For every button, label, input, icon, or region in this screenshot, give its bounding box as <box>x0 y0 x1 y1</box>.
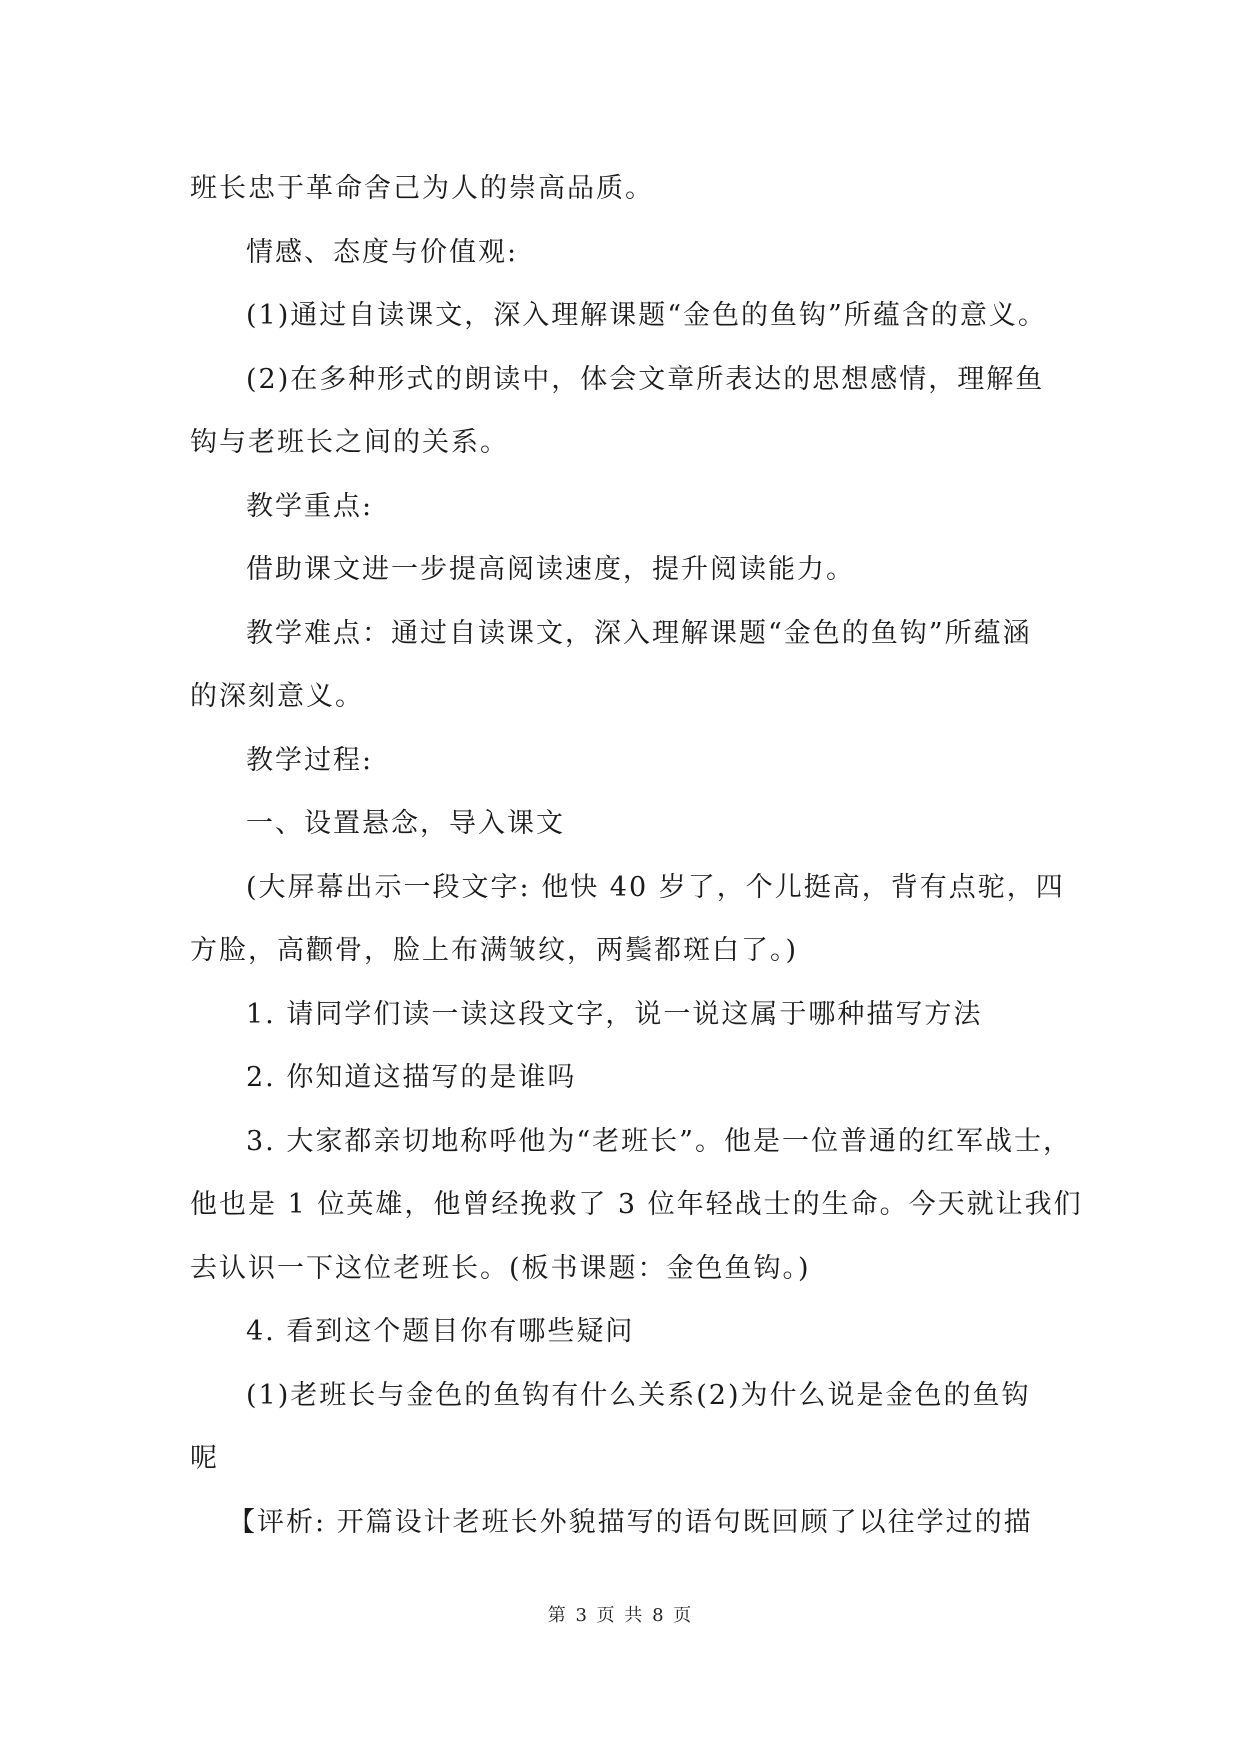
text-line: 钩与老班长之间的关系。 <box>190 427 509 458</box>
text-line: 2. 你知道这描写的是谁吗 <box>246 1062 577 1093</box>
text-line: 情感、态度与价值观: <box>246 236 519 268</box>
text-line: (2)在多种形式的朗读中，体会文章所表达的思想感情，理解鱼 <box>246 363 1045 395</box>
text-line: 4. 看到这个题目你有哪些疑问 <box>246 1316 635 1347</box>
text-line: (大屏幕出示一段文字: 他快 40 岁了，个儿挺高，背有点驼，四 <box>246 871 1065 903</box>
text-line: 班长忠于革命舍己为人的崇高品质。 <box>190 173 654 204</box>
text-line: 【评析: 开篇设计老班长外貌描写的语句既回顾了以往学过的描 <box>228 1506 1033 1538</box>
page-footer: 第 3 页 共 8 页 <box>547 1605 694 1626</box>
text-line: 教学难点：通过自读课文，深入理解课题“金色的鱼钩”所蕴涵 <box>246 617 1032 649</box>
text-line: 3. 大家都亲切地称呼他为“老班长”。他是一位普通的红军战士， <box>246 1125 1072 1157</box>
text-line: 他也是 1 位英雄，他曾经挽救了 3 位年轻战士的生命。今天就让我们 <box>190 1189 1083 1220</box>
document-body <box>190 157 1083 1554</box>
text-line: 方脸，高颧骨，脸上布满皱纹，两鬓都斑白了。) <box>190 935 799 966</box>
text-line: 一、设置悬念，导入课文 <box>246 808 565 839</box>
text-line: 的深刻意义。 <box>190 681 364 712</box>
text-line: (1)老班长与金色的鱼钩有什么关系(2)为什么说是金色的鱼钩 <box>246 1379 1031 1411</box>
text-line: 呢 <box>190 1443 219 1474</box>
text-line: 去认识一下这位老班长。(板书课题：金色鱼钩。) <box>190 1252 811 1284</box>
text-line: 1. 请同学们读一读这段文字，说一说这属于哪种描写方法 <box>246 998 983 1030</box>
text-line: (1)通过自读课文，深入理解课题“金色的鱼钩”所蕴含的意义。 <box>246 300 1047 331</box>
text-line: 借助课文进一步提高阅读速度，提升阅读能力。 <box>246 554 855 585</box>
text-line: 教学重点: <box>246 490 374 522</box>
text-line: 教学过程: <box>246 744 374 776</box>
